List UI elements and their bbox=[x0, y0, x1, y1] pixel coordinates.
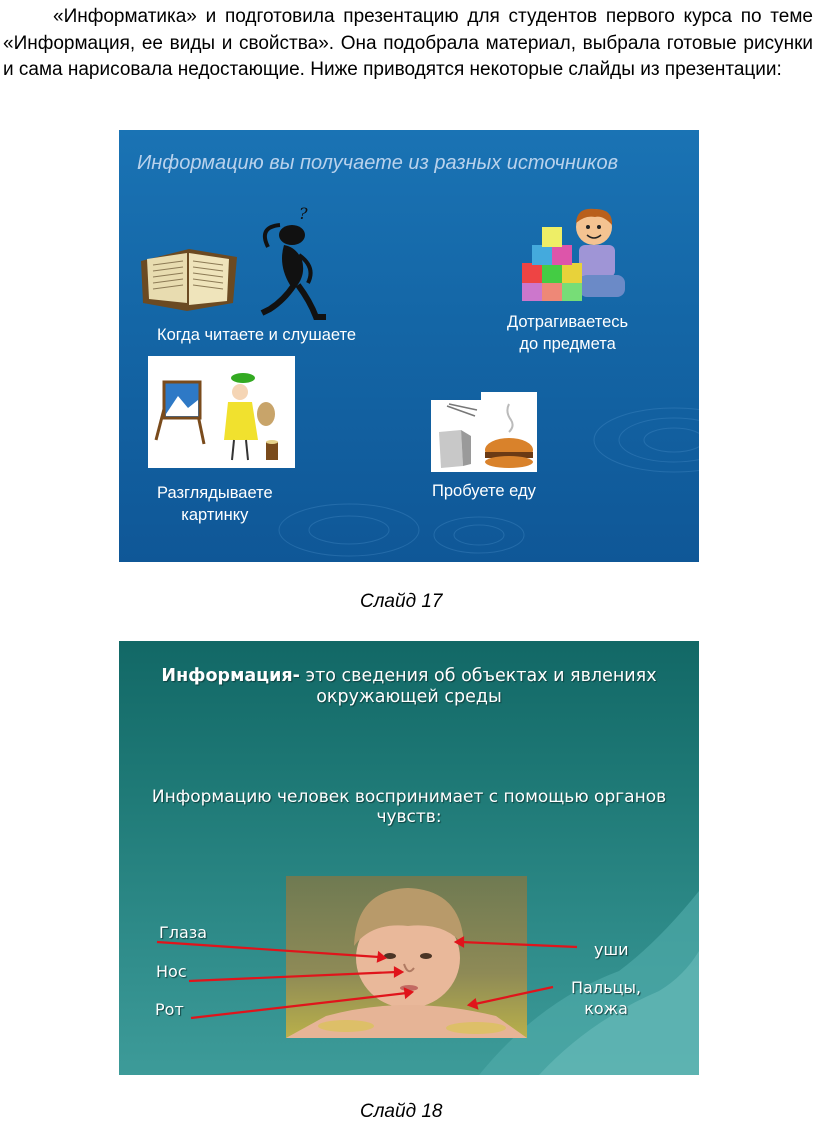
caption-look-line2: картинку bbox=[181, 506, 249, 524]
caption-taste: Пробуете еду bbox=[432, 482, 536, 500]
label-fingers-line2: кожа bbox=[584, 999, 628, 1018]
intro-paragraph: «Информатика» и подготовила презентацию для студентов первого курса по теме «Информация, ее виды и свойства». Она подобрала материал, выбрала готовые рисунки и сама нарисовала недостающие. Ниже приводятся некоторые слайды из презентации: bbox=[3, 6, 813, 80]
open-book-image bbox=[137, 245, 241, 313]
slide-18-label: Слайд 18 bbox=[360, 1101, 443, 1122]
thinking-person-image bbox=[244, 205, 344, 323]
label-nose: Нос bbox=[156, 962, 187, 981]
painter-image bbox=[148, 356, 295, 468]
slide-17 bbox=[119, 130, 699, 562]
food-image bbox=[431, 392, 537, 472]
caption-look-line1: Разглядываете bbox=[157, 484, 273, 502]
slide-17-label: Слайд 17 bbox=[360, 591, 443, 612]
label-ears: уши bbox=[594, 940, 629, 959]
caption-look bbox=[157, 482, 273, 526]
label-fingers-line1: Пальцы, bbox=[571, 978, 642, 997]
definition-rest: это сведения об объектах и явлениях окружающей среды bbox=[299, 666, 657, 707]
slide-18 bbox=[119, 641, 699, 1075]
definition-bold: Информация- bbox=[161, 666, 300, 686]
label-eyes: Глаза bbox=[159, 923, 208, 942]
label-fingers bbox=[571, 977, 641, 1019]
label-mouth: Рот bbox=[155, 1000, 184, 1019]
caption-read-listen: Когда читаете и слушаете bbox=[157, 326, 357, 344]
slide-17-title: Информацию вы получаете из разных источников bbox=[137, 152, 619, 174]
caption-touch bbox=[507, 311, 628, 355]
perception-text: Информацию человек воспринимает с помощью органов чувств: bbox=[151, 787, 667, 827]
caption-touch-line1: Дотрагиваетесь bbox=[507, 313, 629, 331]
svg-text:?: ? bbox=[299, 205, 308, 223]
child-with-blocks-image bbox=[519, 205, 634, 305]
caption-touch-line2: до предмета bbox=[519, 335, 616, 353]
